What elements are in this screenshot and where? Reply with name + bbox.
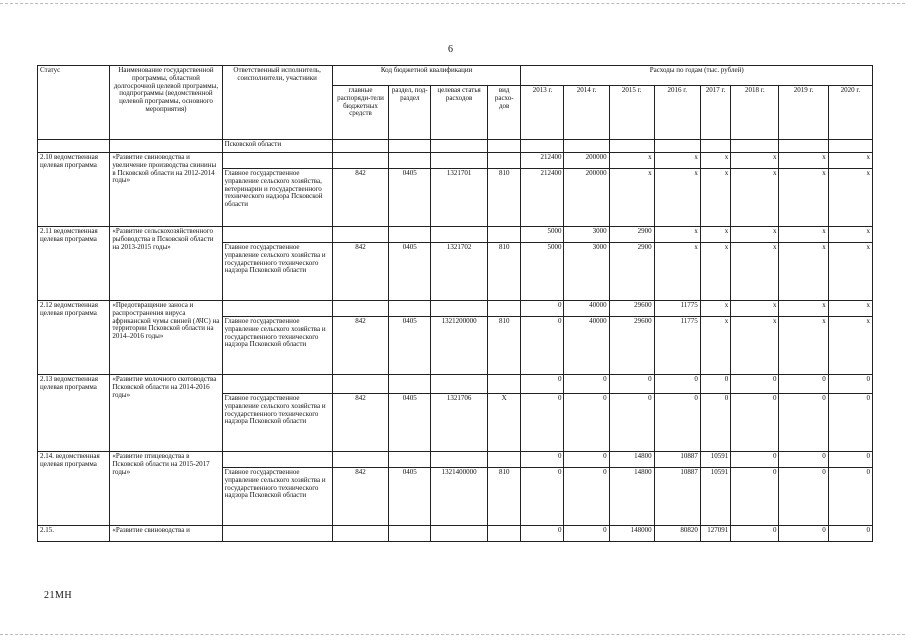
program-status: 2.11 ведомственная целевая программа bbox=[38, 227, 110, 301]
program-name: «Развитие молочного скотоводства Псковской области на 2014-2016 годы» bbox=[110, 375, 222, 452]
total-value: 0 bbox=[731, 452, 779, 468]
empty-cell bbox=[332, 526, 389, 542]
total-value: 200000 bbox=[564, 153, 609, 169]
empty-cell bbox=[389, 301, 431, 317]
csr-code: 1321701 bbox=[431, 169, 488, 227]
carryover-row bbox=[38, 140, 873, 153]
empty-cell bbox=[389, 452, 431, 468]
year-value: 0 bbox=[564, 468, 609, 526]
budget-table bbox=[37, 65, 873, 542]
year-value: 40000 bbox=[564, 317, 609, 375]
razdel-code: 0405 bbox=[389, 468, 431, 526]
razdel-code: 0405 bbox=[389, 243, 431, 301]
year-value: 14800 bbox=[609, 468, 654, 526]
empty-cell bbox=[222, 452, 332, 468]
program-total-row bbox=[38, 452, 873, 468]
csr-code: 1321400000 bbox=[431, 468, 488, 526]
year-value: 0 bbox=[521, 394, 564, 452]
total-value: x bbox=[731, 153, 779, 169]
scan-edge-top bbox=[0, 3, 905, 4]
empty-cell bbox=[332, 227, 389, 243]
razdel-code: 0405 bbox=[389, 169, 431, 227]
total-value: 127091 bbox=[700, 526, 730, 542]
header-year: 2018 г. bbox=[731, 86, 779, 140]
total-value: 0 bbox=[564, 526, 609, 542]
year-value: 11775 bbox=[654, 317, 700, 375]
razdel-code: 0405 bbox=[389, 317, 431, 375]
vr-code: 810 bbox=[487, 317, 521, 375]
empty-cell bbox=[222, 526, 332, 542]
total-value: x bbox=[779, 301, 828, 317]
total-value: 0 bbox=[564, 375, 609, 394]
year-value: 0 bbox=[609, 394, 654, 452]
program-total-row bbox=[38, 227, 873, 243]
program-status: 2.15. bbox=[38, 526, 110, 542]
header-vr: вид расхо-дов bbox=[487, 86, 521, 140]
total-value: 0 bbox=[828, 375, 872, 394]
grbs-code: 842 bbox=[332, 317, 389, 375]
year-value: x bbox=[779, 317, 828, 375]
total-value: 11775 bbox=[654, 301, 700, 317]
total-value: 0 bbox=[609, 375, 654, 394]
vr-code: 810 bbox=[487, 243, 521, 301]
program-executor: Главное государственное управление сельского хозяйства и государственного технического надзора Псковской области bbox=[222, 317, 332, 375]
program-executor: Главное государственное управление сельского хозяйства, ветеринарии и государственного технического надзора Псковской области bbox=[222, 169, 332, 227]
year-value: x bbox=[828, 317, 872, 375]
header-year: 2014 г. bbox=[564, 86, 609, 140]
total-value: 0 bbox=[700, 375, 730, 394]
year-value: 0 bbox=[521, 317, 564, 375]
total-value: 14800 bbox=[609, 452, 654, 468]
header-program-name: Наименование государственной программы, областной долгосрочной целевой программы, подпрограммы (ведомственной целевой программы, основного мероприятия) bbox=[110, 66, 222, 140]
total-value: 2900 bbox=[609, 227, 654, 243]
year-value: x bbox=[609, 169, 654, 227]
header-expenses: Расходы по годам (тыс. рублей) bbox=[521, 66, 873, 86]
total-value: x bbox=[779, 227, 828, 243]
year-value: x bbox=[779, 169, 828, 227]
year-value: 3000 bbox=[564, 243, 609, 301]
total-value: 0 bbox=[779, 452, 828, 468]
year-value: 0 bbox=[779, 468, 828, 526]
total-value: 10591 bbox=[700, 452, 730, 468]
total-value: 0 bbox=[828, 526, 872, 542]
header-budget-code: Код бюджетной квалификации bbox=[332, 66, 521, 86]
csr-code: 1321200000 bbox=[431, 317, 488, 375]
total-value: 0 bbox=[521, 301, 564, 317]
program-name: «Развитие свиноводства и увеличение производства свинины в Псковской области на 2012-2014 годы» bbox=[110, 153, 222, 227]
empty-cell bbox=[431, 301, 488, 317]
header-grbs: главные распоряди-тели бюджетных средств bbox=[332, 86, 389, 140]
total-value: 0 bbox=[564, 452, 609, 468]
year-value: x bbox=[654, 169, 700, 227]
year-value: 5000 bbox=[521, 243, 564, 301]
header-year: 2013 г. bbox=[521, 86, 564, 140]
empty-cell bbox=[389, 227, 431, 243]
total-value: x bbox=[731, 301, 779, 317]
year-value: 212400 bbox=[521, 169, 564, 227]
year-value: x bbox=[700, 243, 730, 301]
razdel-code: 0405 bbox=[389, 394, 431, 452]
total-value: 0 bbox=[654, 375, 700, 394]
header-year: 2017 г. bbox=[700, 86, 730, 140]
total-value: x bbox=[609, 153, 654, 169]
empty-cell bbox=[431, 153, 488, 169]
empty-cell bbox=[487, 301, 521, 317]
header-status: Статус bbox=[38, 66, 110, 140]
year-value: 0 bbox=[731, 394, 779, 452]
year-value: 0 bbox=[828, 468, 872, 526]
program-status: 2.12 ведомственная целевая программа bbox=[38, 301, 110, 375]
total-value: x bbox=[828, 227, 872, 243]
vr-code: X bbox=[487, 394, 521, 452]
total-value: 29600 bbox=[609, 301, 654, 317]
total-value: 0 bbox=[521, 452, 564, 468]
year-value: x bbox=[731, 317, 779, 375]
empty-cell bbox=[487, 526, 521, 542]
total-value: x bbox=[828, 301, 872, 317]
total-value: x bbox=[654, 153, 700, 169]
empty-cell bbox=[487, 375, 521, 394]
total-value: 0 bbox=[521, 375, 564, 394]
empty-cell bbox=[222, 153, 332, 169]
total-value: x bbox=[731, 227, 779, 243]
total-value: 0 bbox=[779, 375, 828, 394]
program-name: «Развитие птицеводства в Псковской области на 2015-2017 годы» bbox=[110, 452, 222, 526]
year-value: 200000 bbox=[564, 169, 609, 227]
total-value: x bbox=[700, 153, 730, 169]
empty-cell bbox=[222, 375, 332, 394]
grbs-code: 842 bbox=[332, 243, 389, 301]
grbs-code: 842 bbox=[332, 169, 389, 227]
vr-code: 810 bbox=[487, 468, 521, 526]
program-status: 2.14. ведомственная целевая программа bbox=[38, 452, 110, 526]
empty-cell bbox=[389, 526, 431, 542]
year-value: x bbox=[654, 243, 700, 301]
scan-edge-bottom bbox=[0, 634, 905, 635]
total-value: x bbox=[700, 301, 730, 317]
total-value: 5000 bbox=[521, 227, 564, 243]
total-value: x bbox=[828, 153, 872, 169]
empty-cell bbox=[389, 153, 431, 169]
total-value: 0 bbox=[521, 526, 564, 542]
program-executor: Главное государственное управление сельского хозяйства и государственного технического надзора Псковской области bbox=[222, 394, 332, 452]
empty-cell bbox=[431, 227, 488, 243]
empty-cell bbox=[431, 452, 488, 468]
vr-code: 810 bbox=[487, 169, 521, 227]
year-value: 0 bbox=[779, 394, 828, 452]
total-value: 0 bbox=[731, 526, 779, 542]
grbs-code: 842 bbox=[332, 468, 389, 526]
total-value: 10887 bbox=[654, 452, 700, 468]
year-value: 0 bbox=[731, 468, 779, 526]
csr-code: 1321702 bbox=[431, 243, 488, 301]
header-year: 2016 г. bbox=[654, 86, 700, 140]
program-name: «Развитие сельскохозяйственного рыбоводства в Псковской области на 2013-2015 годы» bbox=[110, 227, 222, 301]
header-year: 2015 г. bbox=[609, 86, 654, 140]
total-value: 0 bbox=[731, 375, 779, 394]
total-value: 0 bbox=[779, 526, 828, 542]
document-code: 21МН bbox=[44, 590, 73, 601]
year-value: x bbox=[731, 243, 779, 301]
empty-cell bbox=[431, 526, 488, 542]
total-value: 40000 bbox=[564, 301, 609, 317]
year-value: 0 bbox=[700, 394, 730, 452]
total-value: 0 bbox=[828, 452, 872, 468]
empty-cell bbox=[487, 452, 521, 468]
year-value: x bbox=[700, 169, 730, 227]
year-value: 2900 bbox=[609, 243, 654, 301]
empty-cell bbox=[222, 301, 332, 317]
program-executor: Главное государственное управление сельского хозяйства и государственного технического надзора Псковской области bbox=[222, 243, 332, 301]
header-executor: Ответственный исполнитель, соисполнители, участники bbox=[222, 66, 332, 140]
header-row-1 bbox=[38, 66, 873, 86]
empty-cell bbox=[487, 227, 521, 243]
program-total-row bbox=[38, 526, 873, 542]
csr-code: 1321706 bbox=[431, 394, 488, 452]
grbs-code: 842 bbox=[332, 394, 389, 452]
year-value: 10591 bbox=[700, 468, 730, 526]
program-total-row bbox=[38, 301, 873, 317]
program-executor: Главное государственное управление сельского хозяйства и государственного технического надзора Псковской области bbox=[222, 468, 332, 526]
year-value: x bbox=[731, 169, 779, 227]
total-value: 3000 bbox=[564, 227, 609, 243]
program-status: 2.13 ведомственная целевая программа bbox=[38, 375, 110, 452]
total-value: 212400 bbox=[521, 153, 564, 169]
program-name: «Развитие свиноводства и bbox=[110, 526, 222, 542]
empty-cell bbox=[332, 301, 389, 317]
year-value: 0 bbox=[521, 468, 564, 526]
total-value: x bbox=[654, 227, 700, 243]
header-csr: целевая статья расходов bbox=[431, 86, 488, 140]
empty-cell bbox=[389, 375, 431, 394]
total-value: x bbox=[700, 227, 730, 243]
program-name: «Предотвращение заноса и распространения вируса африканской чумы свиней (АЧС) на территории Псковской области на 2014–2016 годы» bbox=[110, 301, 222, 375]
year-value: x bbox=[779, 243, 828, 301]
carryover-executor: Псковской области bbox=[222, 140, 332, 153]
page-number: 6 bbox=[448, 44, 453, 55]
year-value: 29600 bbox=[609, 317, 654, 375]
header-year: 2019 г. bbox=[779, 86, 828, 140]
empty-cell bbox=[487, 153, 521, 169]
year-value: x bbox=[828, 169, 872, 227]
empty-cell bbox=[332, 452, 389, 468]
program-total-row bbox=[38, 375, 873, 394]
empty-cell bbox=[222, 227, 332, 243]
total-value: 148000 bbox=[609, 526, 654, 542]
program-total-row bbox=[38, 153, 873, 169]
year-value: 10887 bbox=[654, 468, 700, 526]
empty-cell bbox=[431, 375, 488, 394]
year-value: 0 bbox=[564, 394, 609, 452]
total-value: 80820 bbox=[654, 526, 700, 542]
program-status: 2.10 ведомственная целевая программа bbox=[38, 153, 110, 227]
header-year: 2020 г. bbox=[828, 86, 872, 140]
year-value: x bbox=[828, 243, 872, 301]
empty-cell bbox=[332, 153, 389, 169]
total-value: x bbox=[779, 153, 828, 169]
year-value: 0 bbox=[828, 394, 872, 452]
empty-cell bbox=[332, 375, 389, 394]
year-value: 0 bbox=[654, 394, 700, 452]
year-value: x bbox=[700, 317, 730, 375]
header-razdel: раздел, под-раздел bbox=[389, 86, 431, 140]
